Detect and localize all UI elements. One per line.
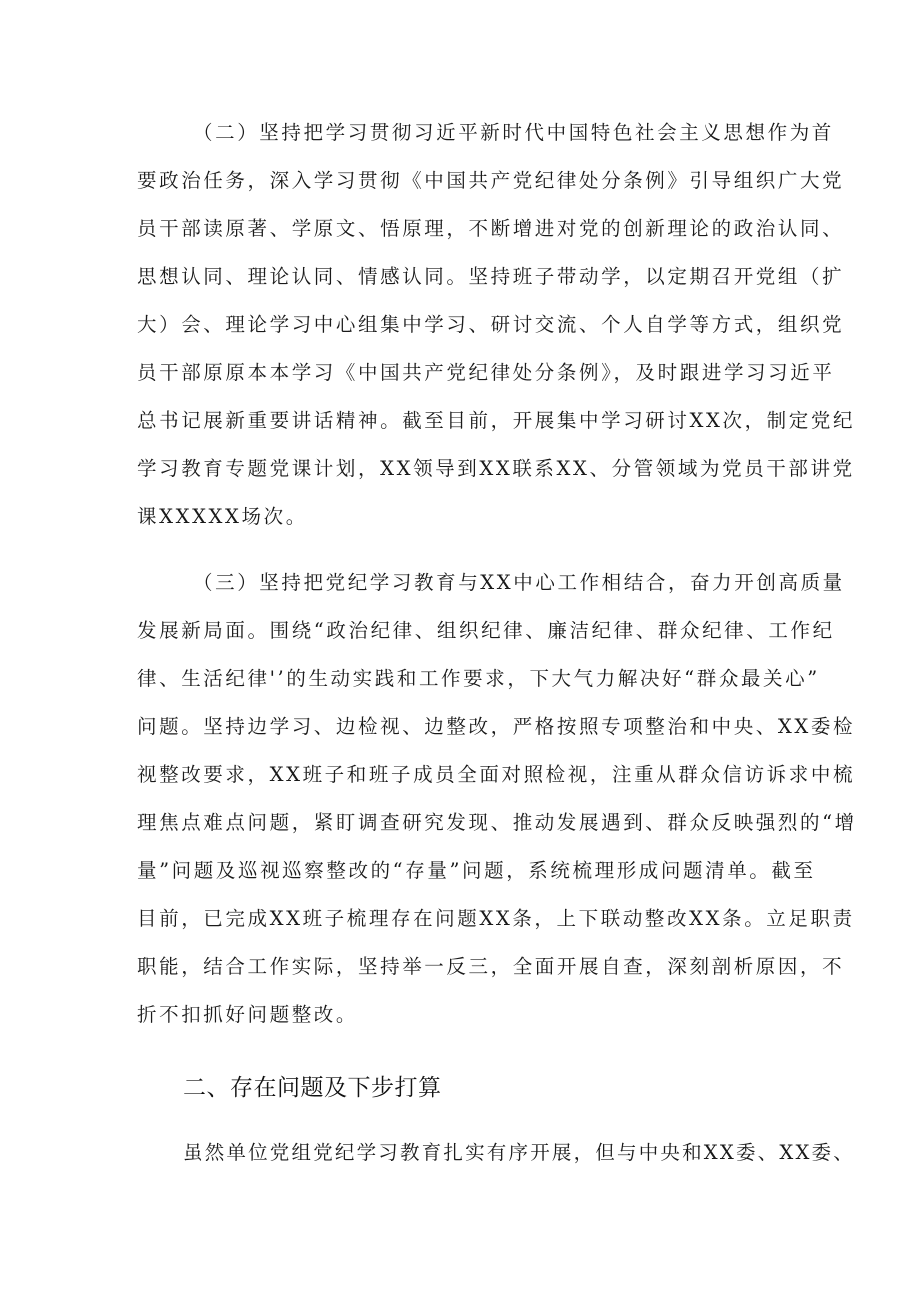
paragraph-line: 职能，结合工作实际，坚持举一反三，全面开展自查，深刻剖析原因，不 — [137, 955, 845, 978]
paragraph-line: 目前，已完成XX班子梳理存在问题XX条，上下联动整改XX条。立足职责 — [137, 907, 855, 930]
section-heading: 二、存在问题及下步打算 — [183, 1075, 442, 1101]
paragraph-line: 大）会、理论学习中心组集中学习、研讨交流、个人自学等方式，组织党 — [137, 313, 845, 336]
paragraph-line: 虽然单位党组党纪学习教育扎实有序开展，但与中央和XX委、XX委、 — [183, 1141, 855, 1164]
paragraph-line: 律、生活纪律'’的生动实践和工作要求，下大气力解决好“群众最关心” — [137, 667, 820, 690]
paragraph-line: 员干部原原本本学习《中国共产党纪律处分条例》，及时跟进学习习近平 — [137, 361, 835, 384]
paragraph-line: （三）坚持把党纪学习教育与XX中心工作相结合，奋力开创高质量 — [193, 571, 845, 594]
paragraph-line: 理焦点难点问题，紧盯调查研究发现、推动发展遇到、群众反映强烈的“增 — [137, 811, 857, 834]
paragraph-line: 思想认同、理论认同、情感认同。坚持班子带动学，以定期召开党组（扩 — [137, 265, 845, 288]
paragraph-line: 课XXXXX场次。 — [137, 505, 308, 528]
paragraph-line: 要政治任务，深入学习贯彻《中国共产党纪律处分条例》引导组织广大党 — [137, 169, 845, 192]
paragraph-line: 问题。坚持边学习、边检视、边整改，严格按照专项整治和中央、XX委检 — [137, 715, 856, 738]
paragraph-line: 发展新局面。围绕“政治纪律、组织纪律、廉洁纪律、群众纪律、工作纪 — [137, 619, 835, 642]
paragraph-line: 学习教育专题党课计划，XX领导到XX联系XX、分管领域为党员干部讲党 — [137, 457, 855, 480]
paragraph-line: 量”问题及巡视巡察整改的“存量”问题，系统梳理形成问题清单。截至 — [137, 859, 816, 882]
paragraph-line: 折不扣抓好问题整改。 — [137, 1003, 359, 1026]
paragraph-line: （二）坚持把学习贯彻习近平新时代中国特色社会主义思想作为首 — [193, 121, 834, 144]
paragraph-line: 员干部读原著、学原文、悟原理，不断增进对党的创新理论的政治认同、 — [137, 217, 845, 240]
paragraph-line: 视整改要求，XX班子和班子成员全面对照检视，注重从群众信访诉求中梳 — [137, 763, 856, 786]
paragraph-line: 总书记展新重要讲话精神。截至目前，开展集中学习研讨XX次，制定党纪 — [137, 409, 856, 432]
